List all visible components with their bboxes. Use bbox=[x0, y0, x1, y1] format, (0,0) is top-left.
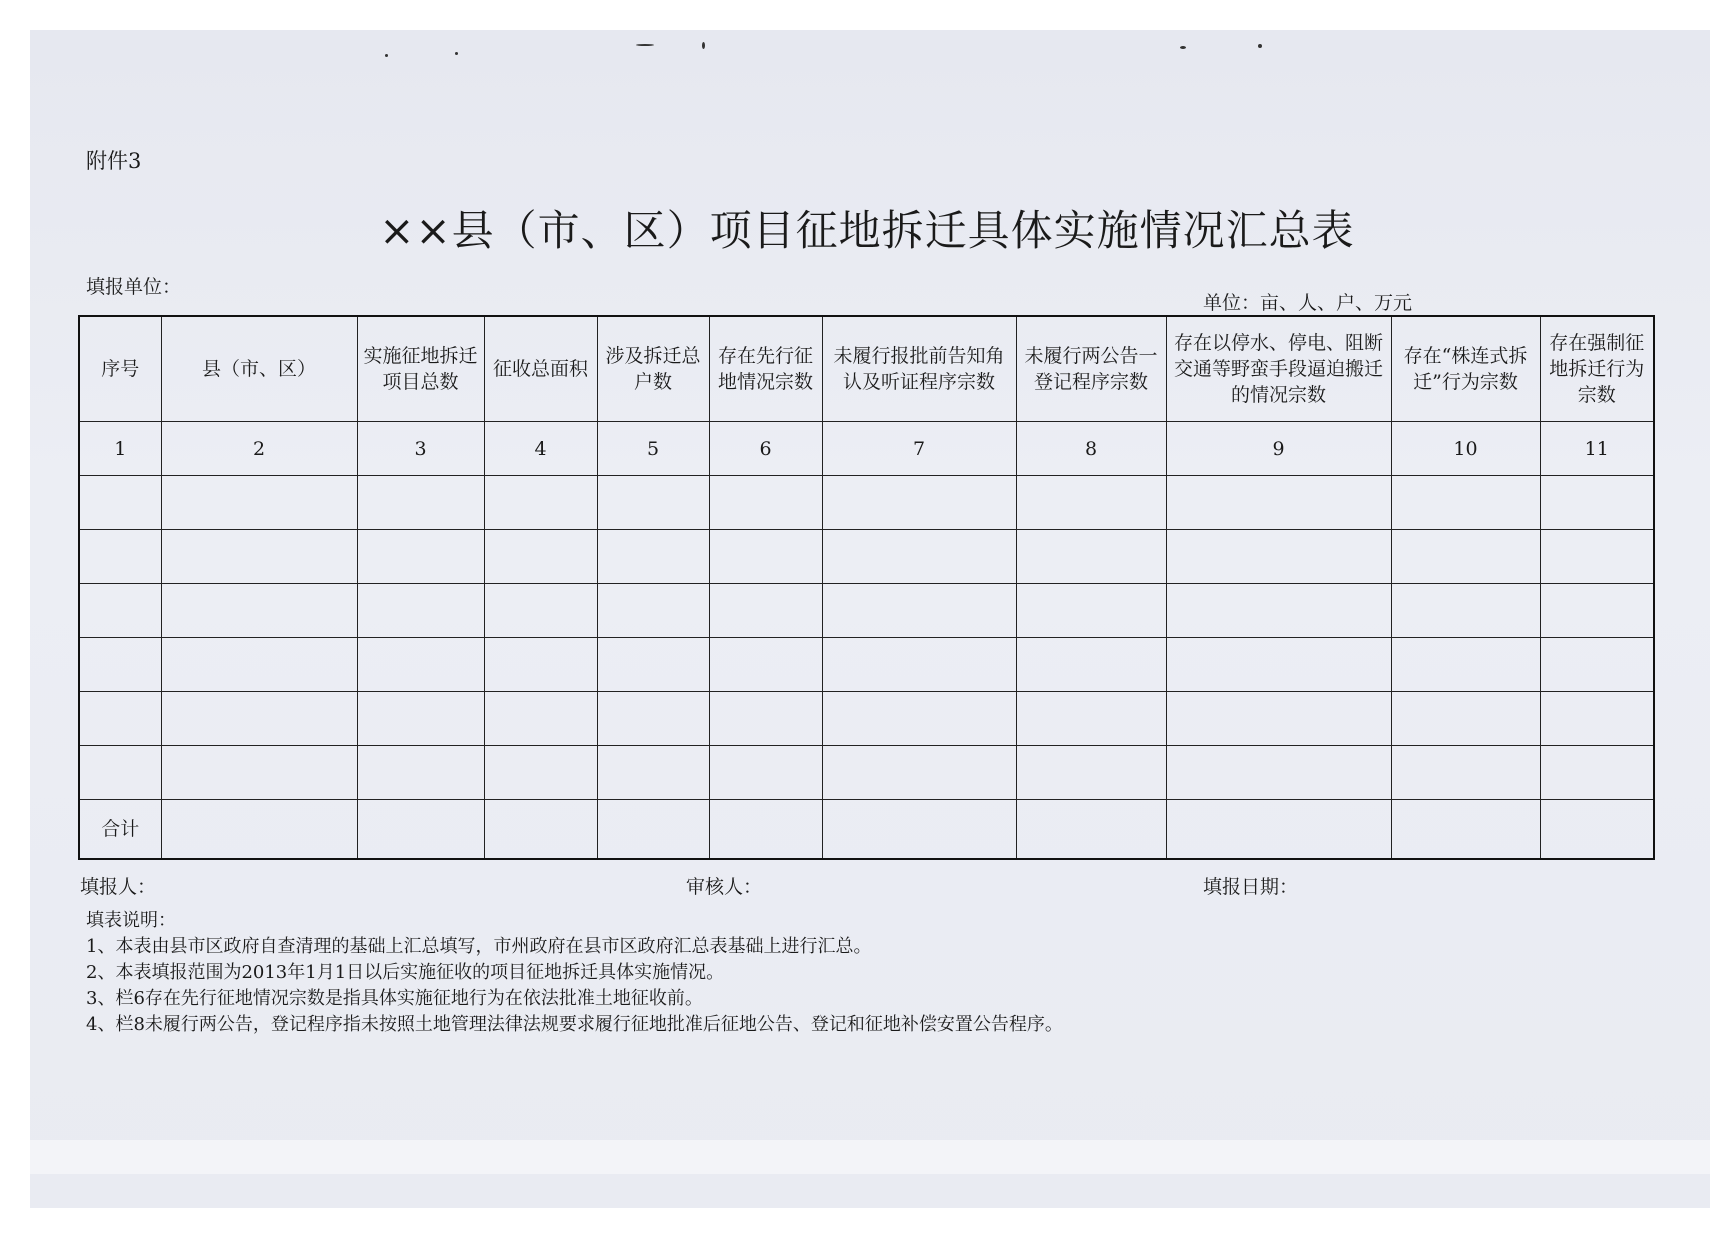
table-cell[interactable] bbox=[484, 530, 597, 584]
table-cell[interactable] bbox=[709, 584, 822, 638]
document-title: ××县（市、区）项目征地拆迁具体实施情况汇总表 bbox=[379, 206, 1355, 255]
header-row bbox=[79, 316, 1654, 422]
table-cell[interactable] bbox=[484, 800, 597, 860]
table-cell[interactable] bbox=[709, 476, 822, 530]
table-cell[interactable] bbox=[1016, 638, 1166, 692]
table-cell[interactable] bbox=[79, 692, 161, 746]
table-cell[interactable] bbox=[1391, 584, 1540, 638]
table-cell[interactable] bbox=[597, 530, 709, 584]
table-cell[interactable] bbox=[161, 476, 357, 530]
column-header: 涉及拆迁总户数 bbox=[597, 316, 709, 422]
table-cell[interactable] bbox=[1391, 476, 1540, 530]
table-cell[interactable] bbox=[597, 638, 709, 692]
total-row bbox=[79, 800, 1654, 860]
table-cell[interactable] bbox=[1166, 746, 1391, 800]
scan-speck bbox=[1180, 46, 1186, 49]
table-cell[interactable] bbox=[357, 638, 484, 692]
instruction-item: 4、栏8未履行两公告，登记程序指未按照土地管理法律法规要求履行征地批准后征地公告、登记和征地补偿安置公告程序。 bbox=[86, 1014, 1063, 1035]
table-cell[interactable] bbox=[1016, 476, 1166, 530]
table-cell[interactable] bbox=[709, 746, 822, 800]
column-header: 序号 bbox=[79, 316, 161, 422]
table-cell[interactable] bbox=[1166, 530, 1391, 584]
table-cell[interactable] bbox=[822, 692, 1016, 746]
scan-speck bbox=[455, 52, 458, 55]
table-cell[interactable] bbox=[1166, 476, 1391, 530]
table-cell[interactable] bbox=[1540, 800, 1654, 860]
column-number: 4 bbox=[484, 422, 597, 476]
scan-speck bbox=[385, 54, 388, 57]
reviewer-label: 审核人： bbox=[686, 876, 763, 898]
table-cell[interactable] bbox=[484, 638, 597, 692]
column-number: 11 bbox=[1540, 422, 1654, 476]
table-cell[interactable] bbox=[79, 584, 161, 638]
column-number: 5 bbox=[597, 422, 709, 476]
table-cell[interactable] bbox=[1016, 800, 1166, 860]
table-row bbox=[79, 476, 1654, 530]
table-cell[interactable] bbox=[822, 800, 1016, 860]
column-number: 2 bbox=[161, 422, 357, 476]
filler-label: 填报人： bbox=[80, 876, 157, 898]
instruction-item: 3、栏6存在先行征地情况宗数是指具体实施征地行为在依法批准土地征收前。 bbox=[86, 988, 703, 1009]
column-header: 存在“株连式拆迁”行为宗数 bbox=[1391, 316, 1540, 422]
table-cell[interactable] bbox=[484, 746, 597, 800]
table-cell[interactable] bbox=[484, 476, 597, 530]
table-cell[interactable] bbox=[161, 800, 357, 860]
fill-instructions bbox=[86, 908, 1063, 1038]
table-cell[interactable] bbox=[1540, 638, 1654, 692]
instruction-item: 1、本表由县市区政府自查清理的基础上汇总填写，市州政府在县市区政府汇总表基础上进行汇总。 bbox=[86, 936, 872, 957]
scan-speck bbox=[636, 44, 654, 46]
column-number: 6 bbox=[709, 422, 822, 476]
table-cell[interactable] bbox=[161, 746, 357, 800]
table-cell[interactable] bbox=[1540, 584, 1654, 638]
table-cell[interactable] bbox=[1540, 692, 1654, 746]
table-cell[interactable] bbox=[597, 692, 709, 746]
table-cell[interactable] bbox=[357, 746, 484, 800]
table-cell[interactable] bbox=[357, 800, 484, 860]
table-cell[interactable] bbox=[1540, 476, 1654, 530]
table-cell[interactable] bbox=[79, 638, 161, 692]
table-cell[interactable] bbox=[357, 584, 484, 638]
table-cell[interactable] bbox=[1391, 800, 1540, 860]
table-row bbox=[79, 530, 1654, 584]
table-cell[interactable] bbox=[1166, 638, 1391, 692]
table-cell[interactable] bbox=[822, 746, 1016, 800]
table-cell[interactable] bbox=[597, 746, 709, 800]
column-header: 征收总面积 bbox=[484, 316, 597, 422]
table-cell[interactable] bbox=[484, 584, 597, 638]
table-cell[interactable] bbox=[1166, 584, 1391, 638]
table-cell[interactable] bbox=[79, 746, 161, 800]
table-row bbox=[79, 746, 1654, 800]
table-row bbox=[79, 638, 1654, 692]
column-header: 县（市、区） bbox=[161, 316, 357, 422]
fill-date-label: 填报日期： bbox=[1203, 876, 1299, 898]
table-cell[interactable] bbox=[709, 530, 822, 584]
table-cell[interactable] bbox=[1016, 692, 1166, 746]
scan-speck bbox=[702, 42, 705, 49]
column-number: 9 bbox=[1166, 422, 1391, 476]
column-header: 实施征地拆迁项目总数 bbox=[357, 316, 484, 422]
table-cell[interactable] bbox=[597, 476, 709, 530]
column-header: 未履行报批前告知角认及听证程序宗数 bbox=[822, 316, 1016, 422]
table-cell[interactable] bbox=[597, 584, 709, 638]
table-row bbox=[79, 692, 1654, 746]
summary-table bbox=[78, 315, 1655, 860]
table-cell[interactable] bbox=[1540, 746, 1654, 800]
table-cell[interactable] bbox=[1391, 746, 1540, 800]
attachment-label: 附件3 bbox=[86, 149, 142, 173]
table-cell[interactable] bbox=[161, 530, 357, 584]
table-cell[interactable] bbox=[79, 530, 161, 584]
table-cell[interactable] bbox=[357, 692, 484, 746]
table-cell[interactable] bbox=[79, 476, 161, 530]
table-cell[interactable] bbox=[597, 800, 709, 860]
instructions-heading: 填表说明： bbox=[86, 910, 176, 931]
table-cell[interactable] bbox=[161, 584, 357, 638]
table-cell[interactable] bbox=[709, 638, 822, 692]
table-cell[interactable] bbox=[357, 530, 484, 584]
total-label: 合计 bbox=[79, 800, 161, 860]
table-cell[interactable] bbox=[1391, 638, 1540, 692]
table-cell[interactable] bbox=[1540, 530, 1654, 584]
unit-note: 单位：亩、人、户、万元 bbox=[1203, 292, 1413, 314]
table-cell[interactable] bbox=[1391, 692, 1540, 746]
table-cell[interactable] bbox=[822, 638, 1016, 692]
column-header: 存在强制征地拆迁行为宗数 bbox=[1540, 316, 1654, 422]
table-cell[interactable] bbox=[161, 692, 357, 746]
column-number: 1 bbox=[79, 422, 161, 476]
table-cell[interactable] bbox=[1016, 746, 1166, 800]
column-number: 3 bbox=[357, 422, 484, 476]
column-header: 存在以停水、停电、阻断交通等野蛮手段逼迫搬迁的情况宗数 bbox=[1166, 316, 1391, 422]
table-cell[interactable] bbox=[822, 584, 1016, 638]
column-number: 10 bbox=[1391, 422, 1540, 476]
table-cell[interactable] bbox=[1391, 530, 1540, 584]
column-number-row bbox=[79, 422, 1654, 476]
column-header: 存在先行征地情况宗数 bbox=[709, 316, 822, 422]
table-cell[interactable] bbox=[709, 692, 822, 746]
column-header: 未履行两公告一登记程序宗数 bbox=[1016, 316, 1166, 422]
table-cell[interactable] bbox=[357, 476, 484, 530]
table-cell[interactable] bbox=[1166, 692, 1391, 746]
table-cell[interactable] bbox=[1016, 530, 1166, 584]
column-number: 8 bbox=[1016, 422, 1166, 476]
table-cell[interactable] bbox=[709, 800, 822, 860]
table-cell[interactable] bbox=[822, 530, 1016, 584]
table-cell[interactable] bbox=[484, 692, 597, 746]
table-row bbox=[79, 584, 1654, 638]
table-cell[interactable] bbox=[822, 476, 1016, 530]
table-cell[interactable] bbox=[161, 638, 357, 692]
column-number: 7 bbox=[822, 422, 1016, 476]
scan-speck bbox=[1258, 44, 1262, 48]
table-cell[interactable] bbox=[1016, 584, 1166, 638]
table-cell[interactable] bbox=[1166, 800, 1391, 860]
fill-unit-label: 填报单位： bbox=[86, 276, 182, 298]
instruction-item: 2、本表填报范围为2013年1月1日以后实施征收的项目征地拆迁具体实施情况。 bbox=[86, 962, 725, 983]
